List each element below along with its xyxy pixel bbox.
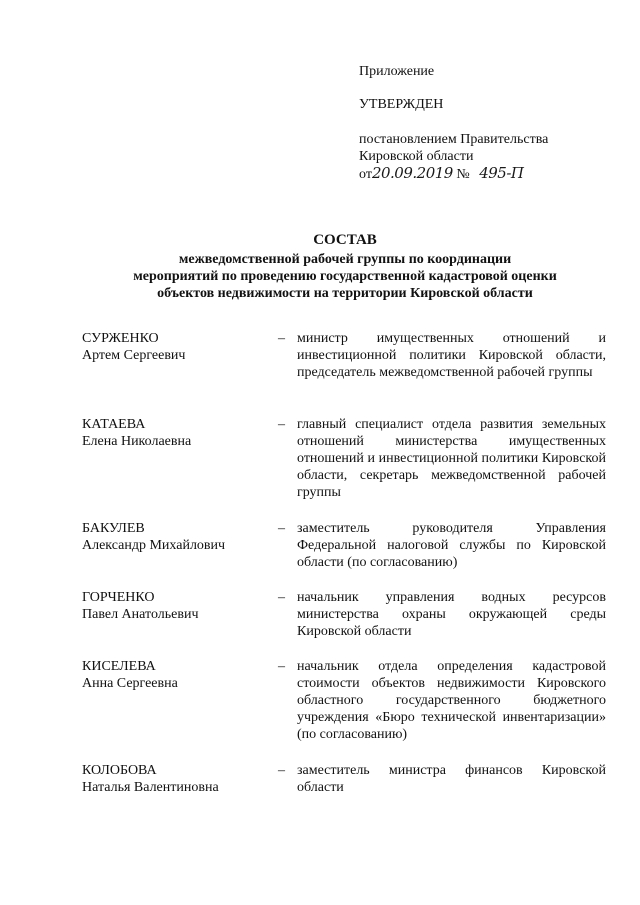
member-role: начальник управления водных ресурсов министерства охраны окружающей среды Кировской области <box>297 590 606 639</box>
member-role: главный специалист отдела развития земельных отношений министерства имущественных отношений и инвестиционной политики Кировской области, секретарь межведомственной рабочей группы <box>297 417 606 500</box>
decree-line-2: Кировской области <box>359 149 474 164</box>
member-given-name: Анна Сергеевна <box>82 676 178 691</box>
member-role: начальник отдела определения кадастровой стоимости объектов недвижимости Кировского областного государственного бюджетного учреждения «Бюро технической инвентаризации» (по согласованию) <box>297 659 606 742</box>
number-prefix: № <box>456 167 470 182</box>
member-given-name: Александр Михайлович <box>82 538 226 553</box>
member-surname: КАТАЕВА <box>82 417 146 432</box>
decree-line-1: постановлением Правительства <box>359 132 549 147</box>
member-name <box>82 589 272 623</box>
member-dash: – <box>278 590 285 605</box>
member-dash: – <box>278 331 285 346</box>
member-name <box>82 658 272 692</box>
member-role: заместитель руководителя Управления Федеральной налоговой службы по Кировской области (по согласованию) <box>297 521 606 570</box>
member-dash: – <box>278 521 285 536</box>
handwritten-number: 495-П <box>479 164 524 182</box>
title-line-2: мероприятий по проведению государственной кадастровой оценки <box>133 269 557 284</box>
member-dash: – <box>278 417 285 432</box>
decree-date-line <box>359 165 523 183</box>
member-given-name: Наталья Валентиновна <box>82 780 219 795</box>
member-surname: КОЛОБОВА <box>82 763 157 778</box>
member-role: заместитель министра финансов Кировской области <box>297 763 606 795</box>
member-given-name: Артем Сергеевич <box>82 348 186 363</box>
member-name <box>82 762 272 796</box>
member-surname: ГОРЧЕНКО <box>82 590 155 605</box>
date-prefix: от <box>359 167 372 182</box>
member-name <box>82 330 272 364</box>
appendix-label: Приложение <box>359 64 435 79</box>
member-dash: – <box>278 763 285 778</box>
member-surname: СУРЖЕНКО <box>82 331 159 346</box>
member-surname: КИСЕЛЕВА <box>82 659 156 674</box>
member-dash: – <box>278 659 285 674</box>
title-line-3: объектов недвижимости на территории Кировской области <box>157 286 533 301</box>
member-name <box>82 520 272 554</box>
member-surname: БАКУЛЕВ <box>82 521 145 536</box>
document-title <box>80 232 610 302</box>
member-given-name: Елена Николаевна <box>82 434 192 449</box>
member-name <box>82 416 272 450</box>
approved-label: УТВЕРЖДЕН <box>359 97 444 112</box>
title-main: СОСТАВ <box>313 232 377 248</box>
title-line-1: межведомственной рабочей группы по координации <box>178 252 512 267</box>
member-role: министр имущественных отношений и инвестиционной политики Кировской области, председатель межведомственной рабочей группы <box>297 331 606 380</box>
handwritten-date: 20.09.2019 <box>371 164 453 182</box>
member-given-name: Павел Анатольевич <box>82 607 199 622</box>
